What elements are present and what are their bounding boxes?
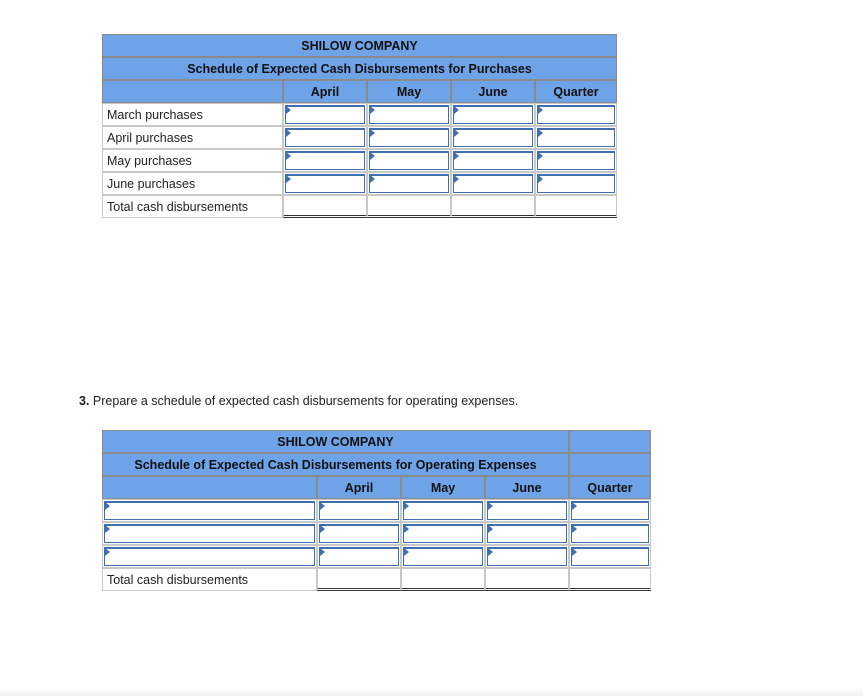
- table1-row-label: May purchases: [102, 149, 283, 172]
- table1-total-april: [283, 195, 367, 218]
- table1-input-march-may[interactable]: [367, 103, 451, 126]
- table2-row3-may-input[interactable]: [401, 545, 485, 568]
- table1-total-quarter: [535, 195, 617, 218]
- table1-row-label: April purchases: [102, 126, 283, 149]
- table1-input-march-quarter[interactable]: [535, 103, 617, 126]
- table1-input-may-may[interactable]: [367, 149, 451, 172]
- table2-col-april: April: [317, 476, 401, 499]
- table1-total-label: Total cash disbursements: [102, 195, 283, 218]
- table1-input-june-quarter[interactable]: [535, 172, 617, 195]
- table1-col-april: April: [283, 80, 367, 103]
- table1-input-april-may[interactable]: [367, 126, 451, 149]
- table2-row1-label-input[interactable]: [102, 499, 317, 522]
- table2-col-june: June: [485, 476, 569, 499]
- table1-input-may-april[interactable]: [283, 149, 367, 172]
- table2-row1-april-input[interactable]: [317, 499, 401, 522]
- table1-input-april-june[interactable]: [451, 126, 535, 149]
- table1-input-june-may[interactable]: [367, 172, 451, 195]
- table1-input-april-quarter[interactable]: [535, 126, 617, 149]
- table1-total-june: [451, 195, 535, 218]
- table1-input-june-april[interactable]: [283, 172, 367, 195]
- table2-row1-may-input[interactable]: [401, 499, 485, 522]
- table1-header-blank: [102, 80, 283, 103]
- table2-header-blank: [102, 476, 317, 499]
- table2-row3-april-input[interactable]: [317, 545, 401, 568]
- table2-row2-june-input[interactable]: [485, 522, 569, 545]
- table2-total-june: [485, 568, 569, 591]
- table1-input-june-june[interactable]: [451, 172, 535, 195]
- table1-input-march-april[interactable]: [283, 103, 367, 126]
- table2-total-label: Total cash disbursements: [102, 568, 317, 591]
- table2-row2-april-input[interactable]: [317, 522, 401, 545]
- table2-row3-quarter-input[interactable]: [569, 545, 651, 568]
- table2-total-april: [317, 568, 401, 591]
- table1-total-may: [367, 195, 451, 218]
- table2-row2-may-input[interactable]: [401, 522, 485, 545]
- question-number: 3.: [79, 394, 90, 408]
- table1-company-header: SHILOW COMPANY: [102, 34, 617, 57]
- table2-row1-june-input[interactable]: [485, 499, 569, 522]
- table2-total-may: [401, 568, 485, 591]
- table2-company-header: SHILOW COMPANY: [102, 430, 569, 453]
- table1-col-may: May: [367, 80, 451, 103]
- question-text: Prepare a schedule of expected cash disbursements for operating expenses.: [92, 394, 519, 408]
- table2-col-may: May: [401, 476, 485, 499]
- table1-col-june: June: [451, 80, 535, 103]
- table2-row2-quarter-input[interactable]: [569, 522, 651, 545]
- table2-header-blank-2: [569, 453, 651, 476]
- table2-total-quarter: [569, 568, 651, 591]
- table2-row1-quarter-input[interactable]: [569, 499, 651, 522]
- table1-col-quarter: Quarter: [535, 80, 617, 103]
- table2-header-blank-1: [569, 430, 651, 453]
- table2-row3-june-input[interactable]: [485, 545, 569, 568]
- table1-row-label: March purchases: [102, 103, 283, 126]
- table2-col-quarter: Quarter: [569, 476, 651, 499]
- table1-input-march-june[interactable]: [451, 103, 535, 126]
- table1-input-may-june[interactable]: [451, 149, 535, 172]
- table2-title-header: Schedule of Expected Cash Disbursements for Operating Expenses: [102, 453, 569, 476]
- table2-row2-label-input[interactable]: [102, 522, 317, 545]
- table1-input-may-quarter[interactable]: [535, 149, 617, 172]
- table2-row3-label-input[interactable]: [102, 545, 317, 568]
- question-3-instruction: [79, 394, 518, 408]
- table1-row-label: June purchases: [102, 172, 283, 195]
- table1-title-header: Schedule of Expected Cash Disbursements for Purchases: [102, 57, 617, 80]
- table1-input-april-april[interactable]: [283, 126, 367, 149]
- bottom-edge-shadow: [0, 688, 863, 696]
